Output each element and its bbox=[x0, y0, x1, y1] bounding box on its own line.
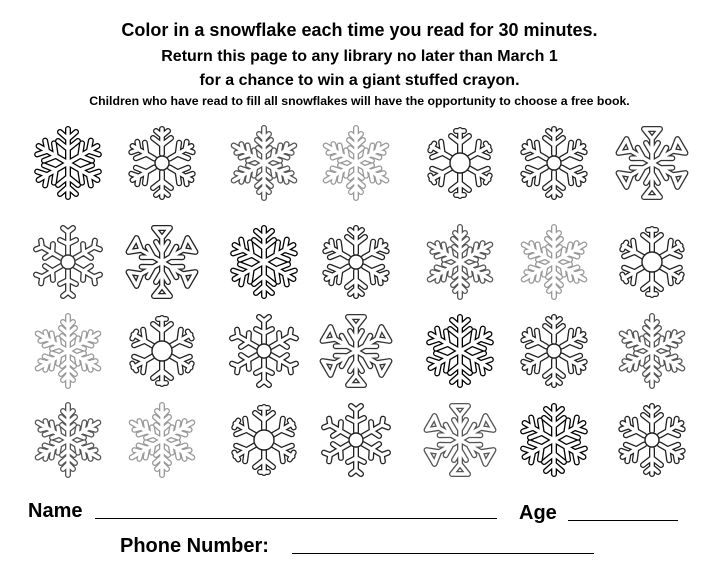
snowflake-20[interactable] bbox=[514, 311, 594, 391]
age-label: Age bbox=[519, 502, 557, 524]
snowflake-16[interactable] bbox=[122, 311, 202, 391]
snowflake-10[interactable] bbox=[224, 222, 304, 302]
phone-field[interactable] bbox=[292, 553, 594, 554]
snowflake-3[interactable] bbox=[224, 123, 304, 203]
snowflake-14[interactable] bbox=[612, 222, 692, 302]
snowflake-12[interactable] bbox=[420, 222, 500, 302]
snowflake-28[interactable] bbox=[612, 400, 692, 480]
snowflake-23[interactable] bbox=[122, 400, 202, 480]
snowflake-27[interactable] bbox=[514, 400, 594, 480]
name-label: Name bbox=[28, 500, 83, 522]
age-field[interactable] bbox=[568, 520, 678, 521]
snowflake-13[interactable] bbox=[514, 222, 594, 302]
snowflake-24[interactable] bbox=[224, 400, 304, 480]
snowflake-9[interactable] bbox=[122, 222, 202, 302]
instruction-title: Color in a snowflake each time you read for 30 minutes. bbox=[121, 20, 598, 40]
free-book-note: Children who have read to fill all snowflakes will have the opportunity to choose a free book. bbox=[89, 94, 630, 108]
return-instruction: Return this page to any library no later than March 1 bbox=[161, 48, 558, 65]
name-field[interactable] bbox=[95, 518, 497, 519]
snowflake-1[interactable] bbox=[28, 123, 108, 203]
snowflake-21[interactable] bbox=[612, 311, 692, 391]
prize-instruction: for a chance to win a giant stuffed crayon. bbox=[199, 72, 520, 89]
snowflake-26[interactable] bbox=[420, 400, 500, 480]
snowflake-17[interactable] bbox=[224, 311, 304, 391]
snowflake-4[interactable] bbox=[316, 123, 396, 203]
snowflake-11[interactable] bbox=[316, 222, 396, 302]
snowflake-2[interactable] bbox=[122, 123, 202, 203]
snowflake-7[interactable] bbox=[612, 123, 692, 203]
phone-label: Phone Number: bbox=[120, 535, 269, 557]
snowflake-18[interactable] bbox=[316, 311, 396, 391]
snowflake-22[interactable] bbox=[28, 400, 108, 480]
snowflake-5[interactable] bbox=[420, 123, 500, 203]
snowflake-6[interactable] bbox=[514, 123, 594, 203]
snowflake-8[interactable] bbox=[28, 222, 108, 302]
snowflake-25[interactable] bbox=[316, 400, 396, 480]
snowflake-19[interactable] bbox=[420, 311, 500, 391]
snowflake-15[interactable] bbox=[28, 311, 108, 391]
